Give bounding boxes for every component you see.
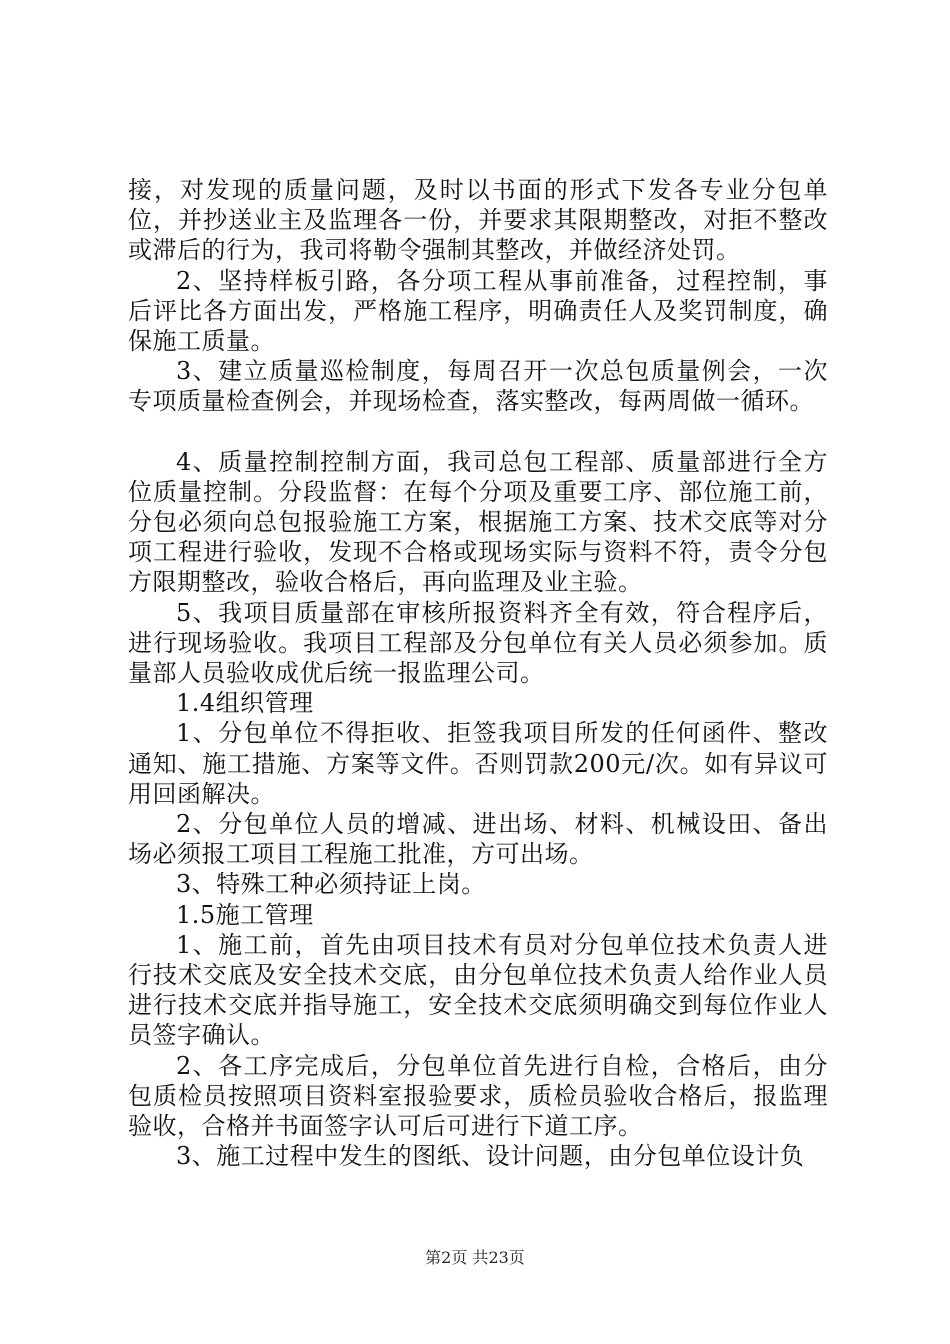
paragraph-11: 3、施工过程中发生的图纸、设计问题，由分包单位设计负 — [176, 1142, 805, 1171]
section-heading-1-5: 1.5施工管理 — [176, 900, 314, 929]
paragraph-6: 1、分包单位不得拒收、拒签我项目所发的任何函件、整改通知、施工措施、方案等文件。否则罚款200元/次。如有异议可用回函解决。 — [128, 719, 828, 808]
paragraph-7: 2、分包单位人员的增减、进出场、材料、机械设田、备出场必须报工项目工程施工批准，方可出场。 — [128, 810, 828, 869]
paragraph-5: 5、我项目质量部在审核所报资料齐全有效，符合程序后，进行现场验收。我项目工程部及分包单位有关人员必须参加。质量部人员验收成优后统一报监理公司。 — [128, 598, 828, 688]
paragraph-2: 2、坚持样板引路，各分项工程从事前准备，过程控制，事后评比各方面出发，严格施工程序，明确责任人及奖罚制度，确保施工质量。 — [128, 266, 828, 356]
paragraph-8: 3、特殊工种必须持证上岗。 — [176, 870, 486, 899]
document-body — [128, 175, 828, 1172]
paragraph-4: 4、质量控制控制方面，我司总包工程部、质量部进行全方位质量控制。分段监督：在每个分项及重要工序、部位施工前，分包必须向总包报验施工方案，根据施工方案、技术交底等对分项工程进行验收，发现不合格或现场实际与资料不符，责令分包方限期整改，验收合格后，再向监理及业主验。 — [128, 447, 828, 597]
page-footer: 第2页 共23页 — [425, 1248, 525, 1267]
paragraph-gap — [128, 417, 828, 447]
paragraph-1: 接，对发现的质量问题，及时以书面的形式下发各专业分包单位，并抄送业主及监理各一份，并要求其限期整改，对拒不整改或滞后的行为，我司将勒令强制其整改，并做经济处罚。 — [128, 176, 828, 265]
paragraph-9: 1、施工前，首先由项目技术有员对分包单位技术负责人进行技术交底及安全技术交底，由分包单位技术负责人给作业人员进行技术交底并指导施工，安全技术交底须明确交到每位作业人员签字确认。 — [128, 930, 828, 1050]
paragraph-10: 2、各工序完成后，分包单位首先进行自检，合格后，由分包质检员按照项目资料室报验要求，质检员验收合格后，报监理验收，合格并书面签字认可后可进行下道工序。 — [128, 1051, 828, 1141]
section-heading-1-4: 1.4组织管理 — [176, 689, 314, 718]
paragraph-3: 3、建立质量巡检制度，每周召开一次总包质量例会，一次专项质量检查例会，并现场检查，落实整改，每两周做一循环。 — [128, 357, 828, 416]
